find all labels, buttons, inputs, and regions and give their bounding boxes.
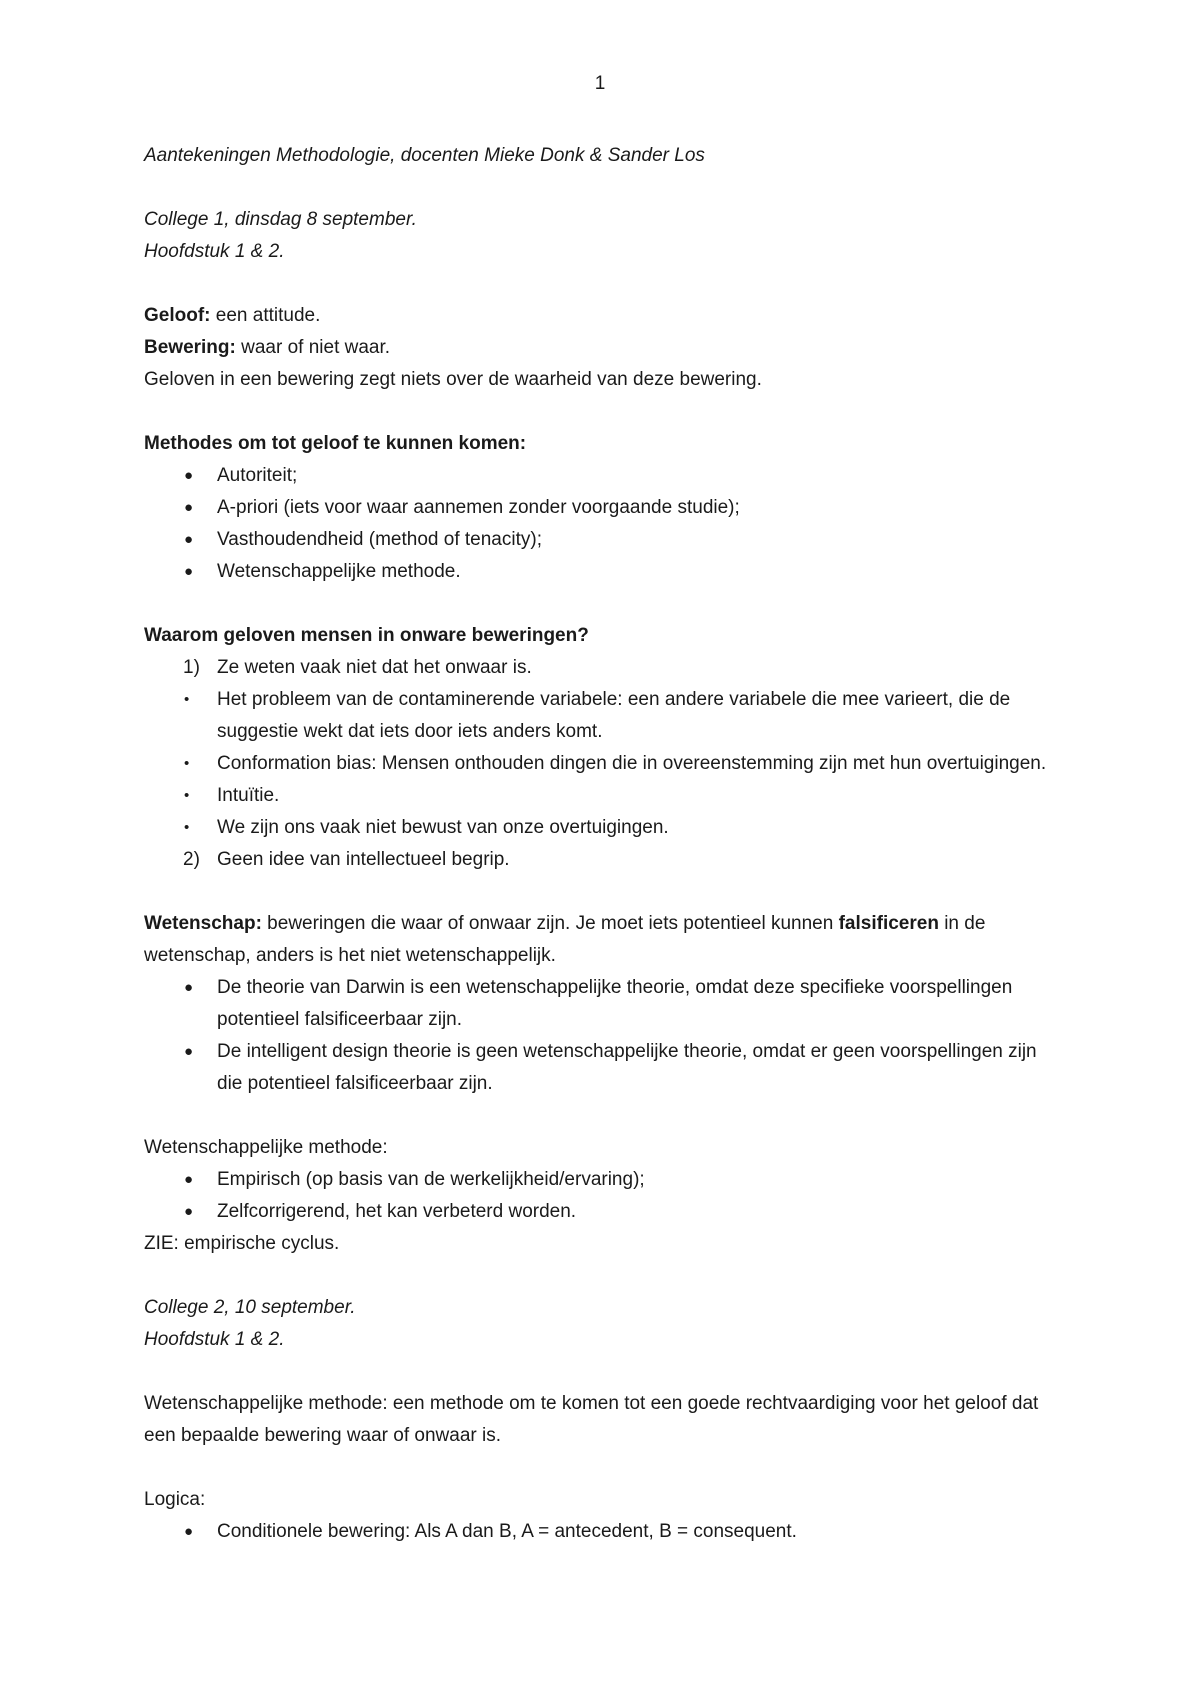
list-item [144, 460, 1064, 492]
list-item-text: A-priori (iets voor waar aannemen zonder voorgaande studie); [217, 497, 740, 518]
bullet-icon: ● [184, 1203, 194, 1220]
zie-line: ZIE: empirische cyclus. [144, 1233, 340, 1254]
geloven-sentence: Geloven in een bewering zegt niets over de waarheid van deze bewering. [144, 369, 762, 390]
bullet-icon: • [184, 819, 190, 836]
list-item-text: Het probleem van de contaminerende variabele: een andere variabele die mee varieert, die de suggestie wekt dat iets door iets anders komt. [217, 689, 1011, 742]
list-item-text: Vasthoudendheid (method of tenacity); [217, 529, 542, 550]
list-item-text: Wetenschappelijke methode. [217, 561, 461, 582]
methode-heading: Wetenschappelijke methode: [144, 1137, 388, 1158]
methode-list [144, 1164, 1064, 1228]
list-item [144, 684, 1064, 748]
logica-list [144, 1516, 1064, 1548]
list-item [144, 652, 1064, 684]
bullet-icon: • [184, 691, 190, 708]
methodes-list [144, 460, 1064, 588]
wetenschap-term: Wetenschap: [144, 913, 262, 934]
list-item [144, 1196, 1064, 1228]
list-item [144, 1516, 1064, 1548]
list-item-text: We zijn ons vaak niet bewust van onze overtuigingen. [217, 817, 669, 838]
geloof-term: Geloof: [144, 305, 211, 326]
falsificeren-term: falsificeren [838, 913, 939, 934]
bullet-icon: ● [184, 1171, 194, 1188]
bullet-icon: ● [184, 563, 194, 580]
waarom-heading: Waarom geloven mensen in onware beweringen? [144, 625, 589, 646]
list-item [144, 748, 1064, 780]
list-item-text: Conformation bias: Mensen onthouden dingen die in overeenstemming zijn met hun overtuigingen. [217, 753, 1047, 774]
bewering-term: Bewering: [144, 337, 236, 358]
college-1-chapter: Hoofdstuk 1 & 2. [144, 241, 285, 262]
bullet-icon: ● [184, 499, 194, 516]
list-number: 2) [183, 849, 200, 870]
list-number: 1) [183, 657, 200, 678]
wetenschap-text-b: in de wetenschap, anders is het niet wetenschappelijk. [144, 913, 986, 966]
bullet-icon: ● [184, 979, 194, 996]
bullet-icon: ● [184, 467, 194, 484]
geloof-text: een attitude. [210, 305, 321, 326]
list-item [144, 556, 1064, 588]
list-item-text: De theorie van Darwin is een wetenschappelijke theorie, omdat deze specifieke voorspellingen potentieel falsificeerbaar zijn. [217, 977, 1013, 1030]
college-2-heading: College 2, 10 september. [144, 1297, 356, 1318]
bullet-icon: ● [184, 1523, 194, 1540]
list-item [144, 1164, 1064, 1196]
list-item-text: Ze weten vaak niet dat het onwaar is. [217, 657, 532, 678]
list-item [144, 844, 1064, 876]
list-item-text: Autoriteit; [217, 465, 298, 486]
document-body [144, 140, 1064, 1548]
bullet-icon: • [184, 755, 190, 772]
list-item-text: De intelligent design theorie is geen wetenschappelijke theorie, omdat er geen voorspellingen zijn die potentieel falsificeerbaar zijn. [217, 1041, 1037, 1094]
bullet-icon: ● [184, 1043, 194, 1060]
list-item [144, 780, 1064, 812]
college-1-heading: College 1, dinsdag 8 september. [144, 209, 417, 230]
methode-definition: Wetenschappelijke methode: een methode om te komen tot een goede rechtvaardiging voor het geloof dat een bepaalde bewering waar of onwaar is. [144, 1393, 1039, 1446]
list-item [144, 1036, 1064, 1100]
list-item-text: Empirisch (op basis van de werkelijkheid/ervaring); [217, 1169, 645, 1190]
wetenschap-list [144, 972, 1064, 1100]
waarom-list [144, 652, 1064, 876]
list-item-text: Conditionele bewering: Als A dan B, A = antecedent, B = consequent. [217, 1521, 797, 1542]
list-item-text: Intuïtie. [217, 785, 280, 806]
page-number: 1 [594, 73, 606, 94]
wetenschap-text-a: beweringen die waar of onwaar zijn. Je moet iets potentieel kunnen [261, 913, 839, 934]
document-title: Aantekeningen Methodologie, docenten Mieke Donk & Sander Los [144, 145, 705, 166]
list-item [144, 524, 1064, 556]
logica-heading: Logica: [144, 1489, 206, 1510]
methodes-heading: Methodes om tot geloof te kunnen komen: [144, 433, 527, 454]
wetenschap-paragraph [144, 908, 1064, 972]
geloof-definition [144, 300, 1064, 332]
list-item-text: Zelfcorrigerend, het kan verbeterd worden. [217, 1201, 577, 1222]
bewering-text: waar of niet waar. [235, 337, 391, 358]
bewering-definition [144, 332, 1064, 364]
bullet-icon: • [184, 787, 190, 804]
list-item [144, 812, 1064, 844]
list-item [144, 492, 1064, 524]
list-item-text: Geen idee van intellectueel begrip. [217, 849, 510, 870]
list-item [144, 972, 1064, 1036]
bullet-icon: ● [184, 531, 194, 548]
college-2-chapter: Hoofdstuk 1 & 2. [144, 1329, 285, 1350]
